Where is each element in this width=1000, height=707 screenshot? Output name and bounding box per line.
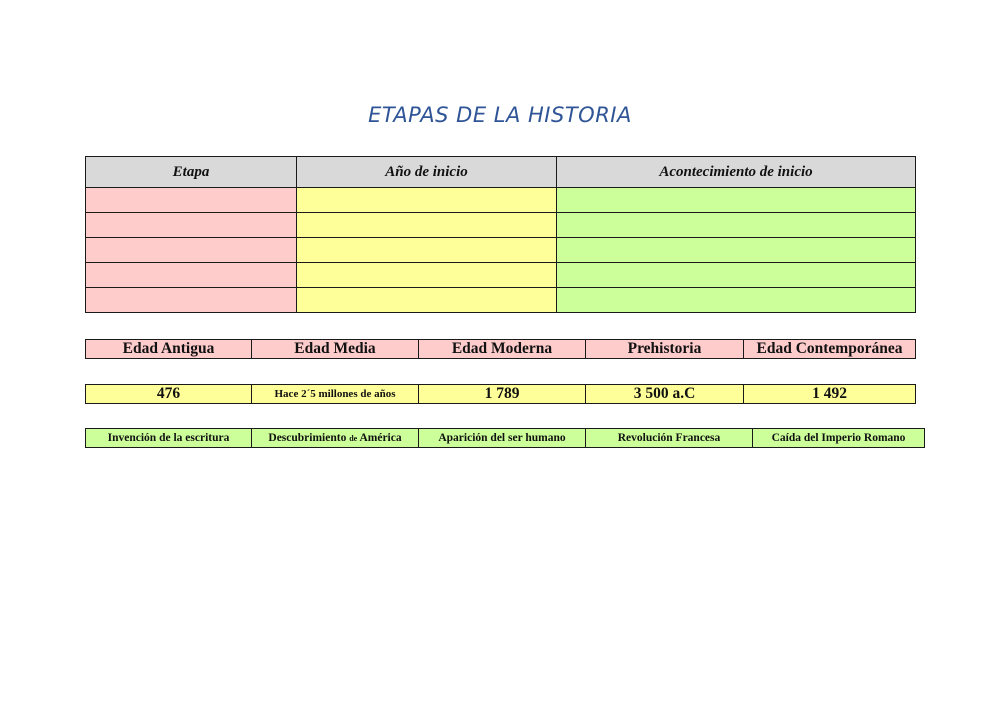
option-anio[interactable]: 3 500 a.C: [586, 385, 744, 404]
drop-cell-acontecimiento[interactable]: [557, 238, 916, 263]
header-etapa: Etapa: [86, 157, 297, 188]
drop-cell-anio[interactable]: [297, 213, 557, 238]
drop-cell-etapa[interactable]: [86, 288, 297, 313]
option-text: de: [349, 434, 358, 443]
option-anio[interactable]: 1 492: [744, 385, 916, 404]
table-row: [86, 288, 916, 313]
option-etapa[interactable]: Edad Media: [252, 340, 419, 359]
drop-cell-acontecimiento[interactable]: [557, 188, 916, 213]
header-acontecimiento-de-inicio: Acontecimiento de inicio: [557, 157, 916, 188]
table-row: [86, 238, 916, 263]
table-row: [86, 263, 916, 288]
option-etapa[interactable]: Edad Moderna: [419, 340, 586, 359]
option-acontecimiento[interactable]: Revolución Francesa: [586, 429, 753, 448]
option-etapa[interactable]: Prehistoria: [586, 340, 744, 359]
option-acontecimiento[interactable]: Aparición del ser humano: [419, 429, 586, 448]
drop-cell-acontecimiento[interactable]: [557, 263, 916, 288]
etapas-options-strip: [85, 339, 916, 359]
drop-cell-anio[interactable]: [297, 263, 557, 288]
drop-cell-etapa[interactable]: [86, 263, 297, 288]
header-anio-de-inicio: Año de inicio: [297, 157, 557, 188]
option-anio[interactable]: Hace 2´5 millones de años: [252, 385, 419, 404]
anios-options-strip: [85, 384, 916, 404]
option-etapa[interactable]: Edad Antigua: [86, 340, 252, 359]
table-row: [86, 213, 916, 238]
drop-cell-anio[interactable]: [297, 188, 557, 213]
option-etapa[interactable]: Edad Contemporánea: [744, 340, 916, 359]
option-text: Descubrimiento: [268, 432, 347, 444]
option-anio[interactable]: 1 789: [419, 385, 586, 404]
drop-cell-acontecimiento[interactable]: [557, 288, 916, 313]
page-title: ETAPAS DE LA HISTORIA: [368, 103, 632, 127]
drop-cell-etapa[interactable]: [86, 238, 297, 263]
drop-cell-etapa[interactable]: [86, 213, 297, 238]
option-text: América: [359, 432, 402, 444]
option-acontecimiento[interactable]: Caída del Imperio Romano: [753, 429, 925, 448]
drop-cell-anio[interactable]: [297, 238, 557, 263]
drop-cell-etapa[interactable]: [86, 188, 297, 213]
table-header-row: [86, 157, 916, 188]
history-stages-table: [85, 156, 916, 313]
drop-cell-acontecimiento[interactable]: [557, 213, 916, 238]
option-acontecimiento[interactable]: [252, 429, 419, 448]
table-row: [86, 188, 916, 213]
drop-cell-anio[interactable]: [297, 288, 557, 313]
option-anio[interactable]: 476: [86, 385, 252, 404]
acontecimientos-options-strip: [85, 428, 925, 448]
option-acontecimiento[interactable]: Invención de la escritura: [86, 429, 252, 448]
